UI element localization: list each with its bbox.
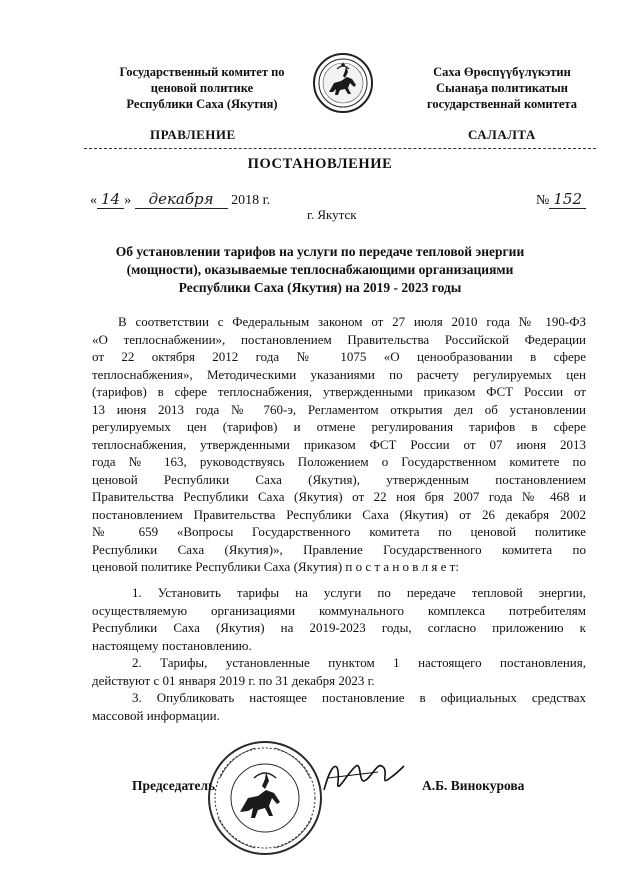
- item-line: действуют с 01 января 2019 г. по 31 декабря 2023 г.: [92, 672, 375, 688]
- preamble-line: регулируемых цен (тарифов) и отмене регулирования тарифов в сфере: [92, 419, 586, 434]
- preamble-line: 13 июня 2013 года № 760-э, Регламентом открытия дел об установлении: [92, 401, 586, 417]
- preamble-line: Республики Саха (Якутия)», Правление Государственного комитета по: [92, 541, 586, 557]
- item-line: Республики Саха (Якутия) на 2019-2023 годы, согласно приложению к: [92, 620, 586, 635]
- item-line: осуществляемую организациями коммунального комплекса потребителям: [92, 602, 586, 618]
- preamble-line: постановлением Правительства Республики Саха (Якутия) от 26 декабря 2002: [92, 506, 586, 522]
- preamble-paragraph: [92, 313, 586, 576]
- preamble-line: № 659 «Вопросы Государственного комитета по ценовой политике: [92, 524, 586, 539]
- header-right-subtitle: САЛАЛТА: [468, 127, 536, 142]
- item-line: настоящему постановлению.: [92, 637, 252, 653]
- preamble-line: В соответствии с Федеральным законом от 27 июля 2010 года № 190-ФЗ: [118, 314, 586, 329]
- signatory-name: А.Б. Винокурова: [422, 778, 525, 793]
- header-left-line: Республики Саха (Якутия): [126, 97, 278, 111]
- item-line: 2. Тарифы, установленные пунктом 1 настоящего постановления,: [132, 655, 586, 670]
- document-date: [90, 190, 270, 209]
- subject-line: (мощности), оказываемые теплоснабжающими организациями: [126, 262, 514, 277]
- preamble-line: года № 163, руководствуясь Положением о Государственном комитете по: [92, 454, 586, 469]
- date-month: декабря: [135, 190, 228, 209]
- number-value: 152: [549, 190, 586, 209]
- preamble-line: ценовой Республики Саха (Якутия), утвержденным постановлением: [92, 471, 586, 487]
- official-seal-stamp: [200, 738, 330, 858]
- header-divider: [84, 148, 596, 149]
- subject-line: Республики Саха (Якутия) на 2019 - 2023 годы: [178, 280, 462, 295]
- number-prefix: №: [536, 193, 550, 208]
- preamble-line: Правительства Республики Саха (Якутия) от 22 ноя бря 2007 года № 468 и: [92, 489, 586, 504]
- signature-block: [0, 738, 640, 858]
- document-city: г. Якутск: [307, 207, 357, 222]
- item-line: массовой информации.: [92, 707, 220, 723]
- signatory-role: Председатель: [132, 778, 216, 793]
- header-left-subtitle: ПРАВЛЕНИЕ: [150, 127, 236, 142]
- resolution-items: [92, 584, 586, 724]
- document-title: ПОСТАНОВЛЕНИЕ: [247, 156, 393, 172]
- document-subject: [100, 243, 540, 297]
- item-line: 1. Установить тарифы на услуги по передаче тепловой энергии,: [132, 585, 586, 600]
- preamble-line: от 22 октября 2012 года № 1075 «О ценообразовании в сфере: [92, 349, 586, 364]
- preamble-line: теплоснабжения, утвержденными приказом ФСТ России от 07 июня 2013: [92, 436, 586, 452]
- resolution-item-1: [92, 584, 586, 654]
- subject-line: Об установлении тарифов на услуги по передаче тепловой энергии: [115, 244, 525, 259]
- header-right-org: [392, 64, 612, 112]
- resolution-item-3: [92, 689, 586, 724]
- date-quote-open: «: [90, 193, 97, 208]
- item-line: 3. Опубликовать настоящее постановление в официальных средствах: [132, 690, 586, 705]
- coat-of-arms-emblem: [312, 52, 374, 114]
- header-left-line: Государственный комитет по: [119, 65, 285, 79]
- header-right-line: государственнай комитета: [427, 97, 577, 111]
- handwritten-signature: [318, 752, 408, 802]
- date-day: 14: [97, 190, 124, 209]
- preamble-line: ценовой политике Республики Саха (Якутия) п о с т а н о в л я е т:: [92, 559, 459, 574]
- date-quote-close: »: [124, 193, 132, 208]
- document-number: [536, 190, 586, 209]
- preamble-line: теплоснабжения», Методическими указаниями по расчету регулируемых цен: [92, 366, 586, 382]
- date-year: 2018 г.: [231, 193, 271, 208]
- preamble-line: «О теплоснабжении», постановлением Правительства Российской Федерации: [92, 331, 586, 347]
- header-right-line: Саха Өрөспүүбүлүкэтин: [433, 65, 571, 79]
- resolution-item-2: [92, 654, 586, 689]
- preamble-line: (тарифов) в сфере теплоснабжения, утвержденными приказом ФСТ России от: [92, 384, 586, 399]
- header-left-line: ценовой политике: [150, 81, 254, 95]
- header-right-line: Сыанаҕа политикатын: [436, 81, 568, 95]
- header-left-org: [92, 64, 312, 112]
